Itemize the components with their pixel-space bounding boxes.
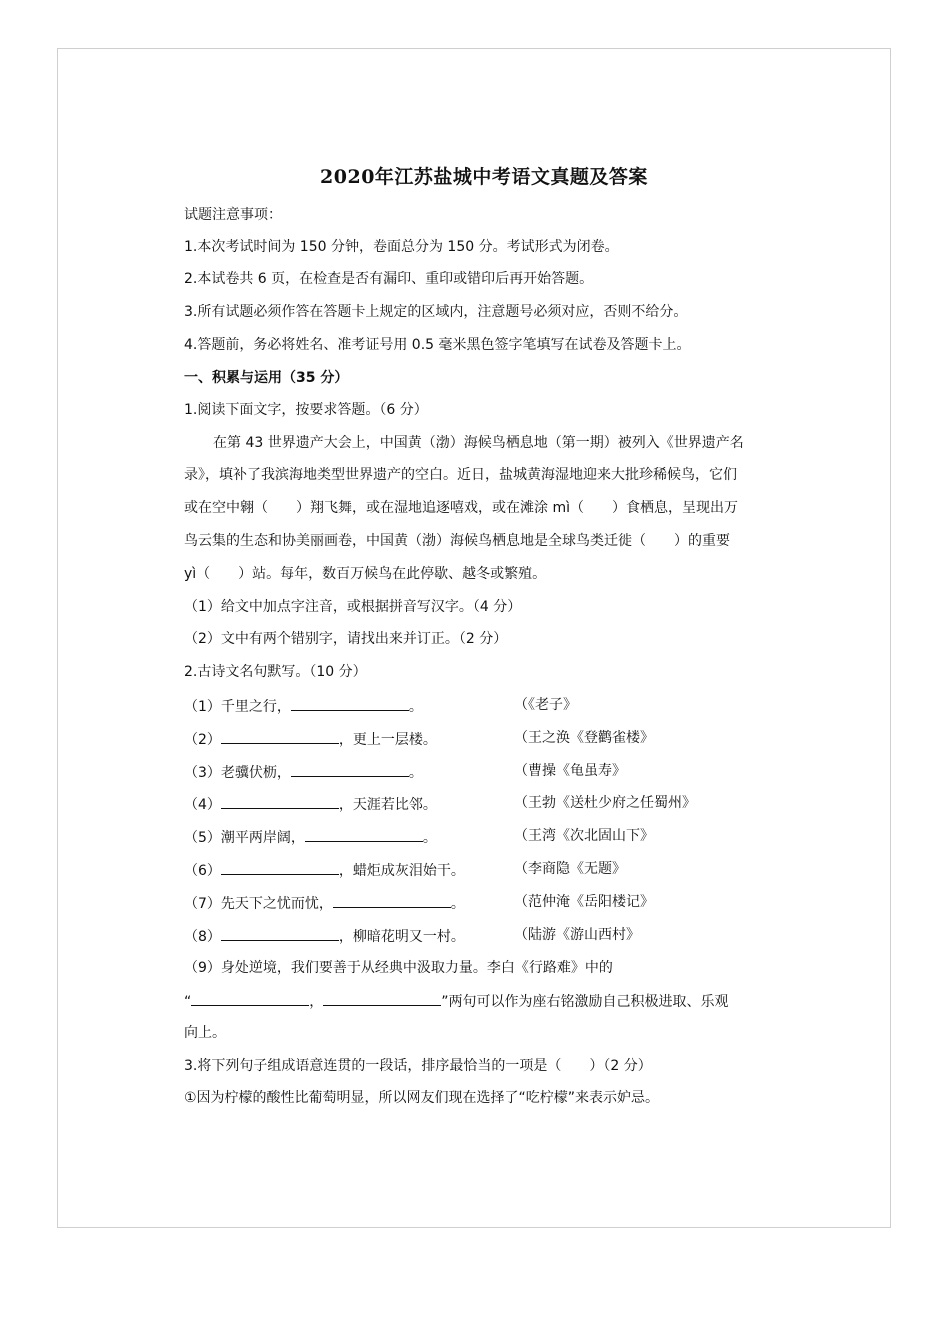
recitation-item [184,762,626,782]
question-2-item-9-line-2 [184,991,729,1011]
passage-line-5: yì（ ）站。每年，数百万候鸟在此停歇、越冬或繁殖。 [184,566,547,582]
poem-source: （王湾《次北固山下》 [514,828,654,844]
question-1-sub-1: （1）给文中加点字注音，或根据拼音写汉字。（4 分） [184,599,522,615]
recitation-item [184,893,654,913]
comma: ， [309,994,324,1010]
recitation-item [184,794,696,814]
note-item-4: 4.答题前，务必将姓名、准考证号用 0.5 毫米黑色签字笔填写在试卷及答题卡上。 [184,337,691,353]
line-prefix: 潮平两岸阔， [220,830,305,846]
passage-line-4: 鸟云集的生态和协美丽画卷，中国黄（渤）海候鸟栖息地是全球鸟类迁徙（ ）的重要 [184,533,730,549]
item-number: （6） [184,863,221,879]
note-item-2: 2.本试卷共 6 页，在检查是否有漏印、重印或错印后再开始答题。 [184,271,594,287]
item-number: （1） [184,699,221,715]
poem-source: （陆游《游山西村》 [514,927,640,943]
line-suffix: ，更上一层楼。 [338,732,437,748]
answer-blank [323,991,441,1006]
answer-blank [221,729,339,744]
answer-blank [305,827,423,842]
line-prefix: 先天下之忧而忧， [220,896,333,912]
recitation-item [184,926,640,946]
item-number: （2） [184,732,221,748]
line-prefix: 千里之行， [220,699,291,715]
line-suffix: 。 [422,830,437,846]
answer-blank [291,762,409,777]
line-prefix: 老骥伏枥， [220,765,291,781]
line-suffix: ，柳暗花明又一村。 [338,929,465,945]
passage-line-1: 在第 43 世界遗产大会上，中国黄（渤）海候鸟栖息地（第一期）被列入《世界遗产名 [213,435,744,451]
item-number: （3） [184,765,221,781]
poem-source: （《老子》 [514,697,577,713]
open-quote: “ [184,994,192,1010]
note-item-1: 1.本次考试时间为 150 分钟，卷面总分为 150 分。考试形式为闭卷。 [184,239,619,255]
note-item-3: 3.所有试题必须作答在答题卡上规定的区域内，注意题号必须对应，否则不给分。 [184,304,688,320]
answer-blank [191,991,309,1006]
item-number: （8） [184,929,221,945]
answer-blank [221,926,339,941]
question-1-stem: 1.阅读下面文字，按要求答题。（6 分） [184,402,428,418]
question-2-item-9-line-1: （9）身处逆境，我们要善于从经典中汲取力量。李白《行路难》中的 [184,960,613,976]
question-3-stem: 3.将下列句子组成语意连贯的一段话，排序最恰当的一项是（ ）（2 分） [184,1058,652,1074]
item-number: （5） [184,830,221,846]
recitation-item [184,860,626,880]
item-number: （7） [184,896,221,912]
answer-blank [333,893,451,908]
answer-blank [291,696,409,711]
poem-source: （李商隐《无题》 [514,861,626,877]
passage-line-2: 录》，填补了我滨海地类型世界遗产的空白。近日，盐城黄海湿地迎来大批珍稀候鸟，它们 [184,467,737,483]
document-title: 2020年江苏盐城中考语文真题及答案 [320,166,648,188]
question-1-sub-2: （2）文中有两个错别字，请找出来并订正。（2 分） [184,631,508,647]
line-suffix: 。 [450,896,465,912]
line-suffix: 。 [408,699,423,715]
section-heading: 一、积累与运用（35 分） [184,370,349,386]
poem-source: （曹操《龟虽寿》 [514,763,626,779]
question-2-item-9-line-3: 向上。 [184,1025,226,1041]
poem-source: （王勃《送杜少府之任蜀州》 [514,795,696,811]
passage-line-3: 或在空中翱（ ）翔飞舞，或在湿地追逐嘻戏，或在滩涂 mì（ ）食栖息，呈现出万 [184,500,738,516]
recitation-item [184,696,577,716]
question-2-stem: 2.古诗文名句默写。（10 分） [184,664,367,680]
line-suffix: 。 [408,765,423,781]
notes-heading: 试题注意事项： [184,207,282,223]
poem-source: （王之涣《登鹳雀楼》 [514,730,654,746]
item-number: （4） [184,797,221,813]
answer-blank [221,860,339,875]
recitation-item [184,729,654,749]
document-page [57,48,891,1228]
line-tail: ”两句可以作为座右铭激励自己积极进取、乐观 [441,994,729,1010]
answer-blank [221,794,339,809]
question-3-sentence-1: ①因为柠檬的酸性比葡萄明显，所以网友们现在选择了“吃柠檬”来表示妒忌。 [184,1090,660,1106]
recitation-item [184,827,654,847]
line-suffix: ，天涯若比邻。 [338,797,437,813]
poem-source: （范仲淹《岳阳楼记》 [514,894,654,910]
line-suffix: ，蜡炬成灰泪始干。 [338,863,465,879]
